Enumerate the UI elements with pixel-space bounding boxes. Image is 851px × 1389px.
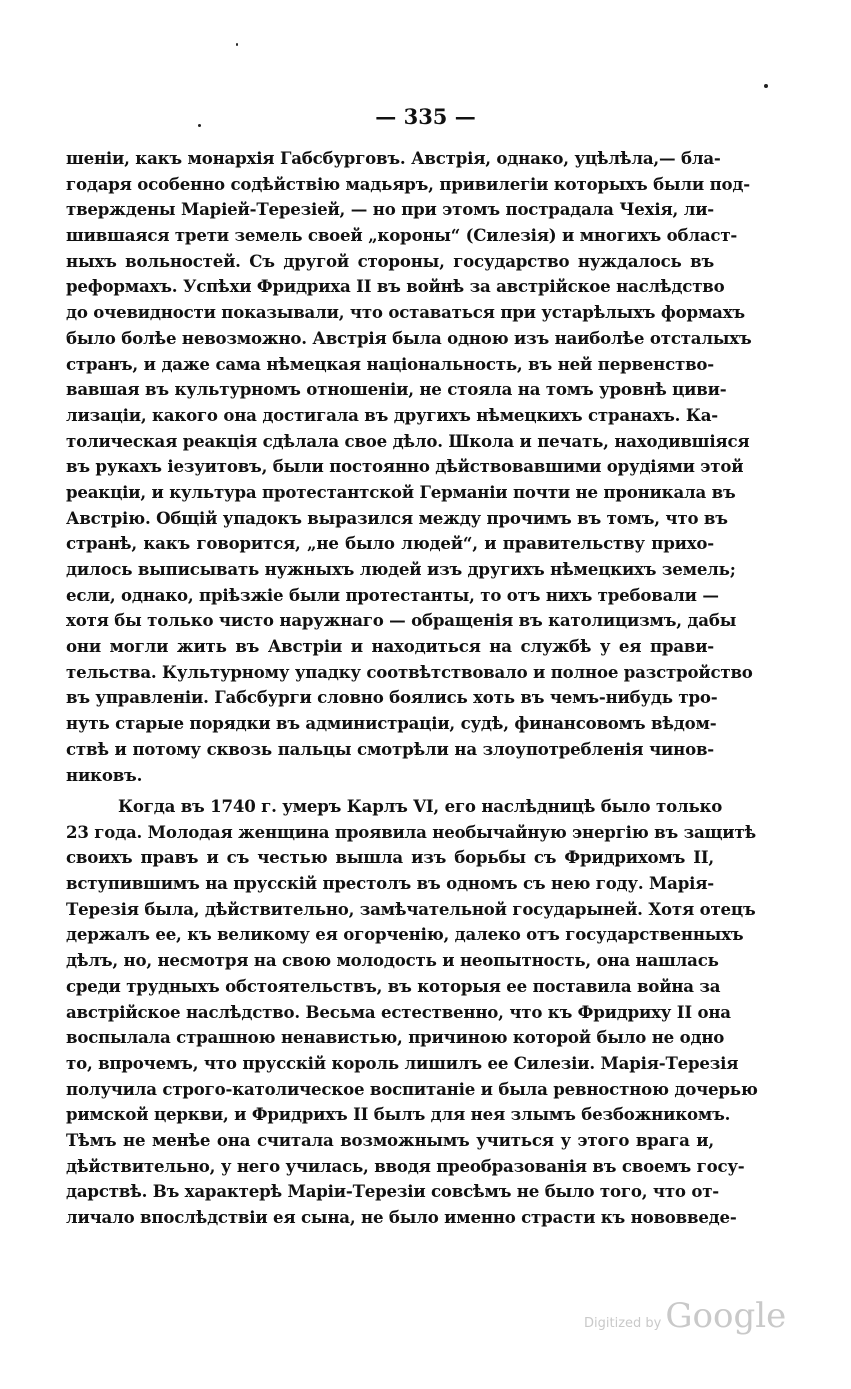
text-line: вступившимъ на прусскій престолъ въ одномъ съ нею году. Марія-: [66, 873, 714, 894]
text-line: Когда въ 1740 г. умеръ Карлъ VI, его наслѣдницѣ было только: [118, 796, 723, 816]
text-line: въ рукахъ іезуитовъ, были постоянно дѣйствовавшими орудіями этой: [66, 456, 744, 477]
text-line: реформахъ. Успѣхи Фридриха II въ войнѣ за австрійское наслѣдство: [66, 276, 725, 297]
paragraph-2: [66, 794, 758, 1231]
text-line: реакціи, и культура протестантской Германіи почти не проникала въ: [66, 481, 736, 502]
scan-speck: [198, 124, 201, 127]
text-line: нуть старые порядки въ администраціи, судѣ, финансовомъ вѣдом-: [66, 713, 717, 734]
text-line: вавшая въ культурномъ отношеніи, не стояла на томъ уровнѣ циви-: [66, 379, 727, 400]
watermark-prefix: Digitized by: [584, 1316, 662, 1331]
text-line: держалъ ее, къ великому ея огорченію, далеко отъ государственныхъ: [66, 924, 744, 945]
text-line: дѣлъ, но, несмотря на свою молодость и неопытность, она нашлась: [66, 950, 719, 971]
text-line: личало впослѣдствіи ея сына, не было именно страсти къ нововведе-: [66, 1207, 737, 1227]
page-number: — 335 —: [375, 104, 476, 129]
text-line: они могли жить въ Австріи и находиться на службѣ у ея прави-: [66, 636, 714, 657]
text-line: странъ, и даже сама нѣмецкая національность, въ ней первенство-: [66, 353, 714, 374]
text-line: было болѣе невозможно. Австрія была одною изъ наиболѣе отсталыхъ: [66, 327, 752, 348]
digitized-watermark: [584, 1296, 786, 1336]
text-line: тельства. Культурному упадку соотвѣтствовало и полное разстройство: [66, 661, 753, 682]
text-line: 23 года. Молодая женщина проявила необычайную энергію въ защитѣ: [66, 821, 756, 842]
text-line: ныхъ вольностей. Съ другой стороны, государство нуждалось въ: [66, 250, 714, 271]
text-line: дарствѣ. Въ характерѣ Маріи-Терезіи совсѣмъ не было того, что от-: [66, 1181, 719, 1202]
text-line: Австрію. Общій упадокъ выразился между прочимъ въ томъ, что въ: [66, 507, 728, 528]
text-line: въ управленіи. Габсбурги словно боялись хоть въ чемъ-нибудь тро-: [66, 687, 718, 708]
text-line: тверждены Маріей-Терезіей, — но при этомъ пострадала Чехія, ли-: [66, 199, 714, 220]
text-line: Тѣмъ не менѣе она считала возможнымъ учиться у этого врага и,: [66, 1129, 714, 1150]
text-line: то, впрочемъ, что прусскій король лишилъ ее Силезіи. Марія-Терезія: [66, 1052, 739, 1073]
text-line: никовъ.: [66, 764, 143, 785]
scan-speck: [236, 43, 238, 46]
text-line: получила строго-католическое воспитаніе и была ревностною дочерью: [66, 1078, 758, 1099]
text-line: воспылала страшною ненавистью, причиною которой было не одно: [66, 1027, 725, 1048]
text-line: дѣйствительно, у него училась, вводя преобразованія въ своемъ госу-: [66, 1155, 745, 1176]
text-line: своихъ правъ и съ честью вышла изъ борьбы съ Фридрихомъ II,: [66, 847, 714, 868]
text-line: до очевидности показывали, что оставаться при устарѣлыхъ формахъ: [66, 302, 745, 323]
text-line: ствѣ и потому сквозь пальцы смотрѣли на злоупотребленія чинов-: [66, 738, 714, 759]
text-line: дилось выписывать нужныхъ людей изъ другихъ нѣмецкихъ земель;: [66, 559, 736, 579]
text-line: лизаціи, какого она достигала въ другихъ нѣмецкихъ странахъ. Ка-: [66, 404, 718, 425]
text-line: толическая реакція сдѣлала свое дѣло. Школа и печать, находившіяся: [66, 430, 750, 451]
google-logo: Google: [665, 1296, 787, 1336]
paragraph-1: [66, 146, 753, 788]
text-line: если, однако, пріѣзжіе были протестанты, то отъ нихъ требовали —: [66, 584, 719, 605]
text-line: австрійское наслѣдство. Весьма естественно, что къ Фридриху II она: [66, 1001, 731, 1022]
text-line: хотя бы только чисто наружнаго — обращенія въ католицизмъ, дабы: [66, 610, 737, 631]
text-line: шившаяся трети земель своей „короны“ (Силезія) и многихъ област-: [66, 225, 738, 246]
scan-speck: [764, 84, 768, 88]
text-line: странѣ, какъ говорится, „не было людей“, и правительству прихо-: [66, 533, 714, 554]
text-line: шеніи, какъ монархія Габсбурговъ. Австрія, однако, уцѣлѣла,— бла-: [66, 148, 721, 168]
text-line: среди трудныхъ обстоятельствъ, въ которыя ее поставила война за: [66, 975, 721, 996]
text-line: годаря особенно содѣйствію мадьяръ, привилегіи которыхъ были под-: [66, 173, 750, 194]
text-line: римской церкви, и Фридрихъ II былъ для нея злымъ безбожникомъ.: [66, 1104, 731, 1125]
text-line: Терезія была, дѣйствительно, замѣчательной государыней. Хотя отецъ: [66, 898, 756, 919]
